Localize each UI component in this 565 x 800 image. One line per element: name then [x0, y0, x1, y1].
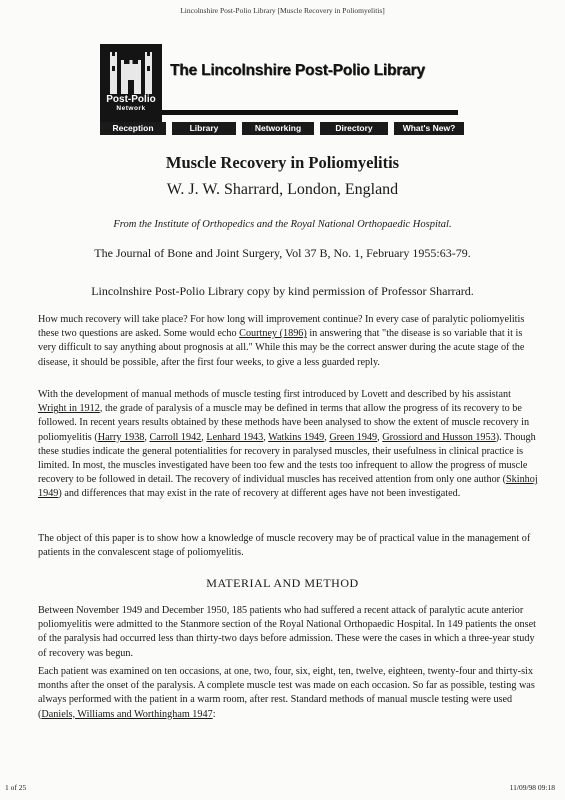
logo-text-post-polio: Post-Polio — [106, 94, 156, 105]
browser-window-title: Lincolnshire Post-Polio Library [Muscle Recovery in Poliomyelitis] — [180, 6, 385, 15]
section-heading: MATERIAL AND METHOD — [206, 576, 359, 590]
nav-library-button[interactable]: Library — [172, 122, 236, 135]
paragraph-material: Between November 1949 and December 1950, 185 patients who had suffered a recent attack of paralytic acute anterior poliomyelitis were admitted to the Stanmore section of the Royal National Orthopaedic Hospital. In 149 patients the onset of the paralysis had occurred less than thirty-two days before admission. These were the cases in which a three-year study of recovery was begun. — [38, 605, 536, 659]
paragraph-method: Each patient was examined on ten occasions, at one, two, four, six, eight, ten, twelve, eighteen, twenty-four and thirty-six months after the onset of the paralysis. A complete muscle test was made on each occasion. So far as possible, testing was always performed with the patient in a warm room, after rest. Standard methods of manual muscle testing were used (Daniels, Williams and Worthingham 1947: — [38, 666, 535, 720]
article-affiliation: From the Institute of Orthopedics and the Royal National Orthopaedic Hospital. — [113, 219, 452, 230]
print-timestamp: 11/09/98 09:18 — [509, 783, 555, 792]
nav-networking-button[interactable]: Networking — [242, 122, 314, 135]
page-number: 1 of 25 — [5, 783, 27, 792]
logo-text-network: Network — [116, 105, 146, 112]
site-header-banner — [100, 44, 460, 144]
main-nav — [100, 122, 464, 135]
nav-reception-button[interactable]: Reception — [100, 122, 166, 135]
library-title: The Lincolnshire Post-Polio Library — [170, 62, 425, 79]
permission-note: Lincolnshire Post-Polio Library copy by kind permission of Professor Sharrard. — [91, 284, 474, 298]
reference-link[interactable]: Grossiord and Husson 1953 — [382, 431, 496, 443]
castle-icon — [108, 50, 154, 94]
paragraph-objective: The object of this paper is to show how a knowledge of muscle recovery may be of practical value in the management of patients in the convalescent stage of poliomyelitis. — [38, 533, 531, 559]
header-divider — [162, 110, 458, 115]
paragraph-intro: How much recovery will take place? For how long will improvement continue? In every case of paralytic poliomyelitis these two questions are asked. Some would echo Courtney (1896) in answering that "the disease is so variable that it is very difficult to say anything about prognosis at all." While this may be the correct answer during the acute stage of the disease, it should be possible, after the first four weeks, to give a less guarded reply. — [38, 314, 525, 368]
reference-link[interactable]: Courtney (1896) — [239, 328, 307, 340]
reference-link[interactable]: Harry 1938 — [97, 431, 145, 443]
reference-link[interactable]: Green 1949 — [329, 431, 378, 443]
reference-link[interactable]: Wright in 1912 — [38, 403, 100, 415]
reference-link[interactable]: Daniels, Williams and Worthingham 1947 — [41, 708, 213, 720]
reference-link[interactable]: Watkins 1949 — [268, 431, 325, 443]
article-author: W. J. W. Sharrard, London, England — [166, 181, 399, 198]
nav-directory-button[interactable]: Directory — [320, 122, 388, 135]
nav-whats-new-button[interactable]: What's New? — [394, 122, 464, 135]
reference-link[interactable]: Carroll 1942 — [149, 431, 202, 443]
article-title: Muscle Recovery in Poliomyelitis — [165, 153, 400, 172]
reference-link[interactable]: Skinhoj 1949 — [38, 474, 538, 500]
reference-link[interactable]: Lenhard 1943 — [206, 431, 264, 443]
paragraph-background: With the development of manual methods of muscle testing first introduced by Lovett and described by his assistant Wright in 1912, the grade of paralysis of a muscle may be defined in terms that allow the progress of its recovery to be followed. In recent years results obtained by these methods have been analysed to show the extent of muscle recovery in poliomyelitis (Harry 1938, Carroll 1942, Lenhard 1943, Watkins 1949, Green 1949, Grossiord and Husson 1953). Though these studies indicate the general potentialities for recovery in paralysed muscles, their usefulness in clinical practice is limited. In most, the muscles investigated have been too few and the tests too infrequent to allow the progress of muscle recovery to be followed in detail. The recovery of individual muscles has received attention from only one author (Skinhoj 1949) and differences that may exist in the rate of recovery at different ages have not been investigated. — [38, 389, 538, 500]
post-polio-network-logo[interactable] — [100, 44, 162, 122]
journal-citation: The Journal of Bone and Joint Surgery, Vol 37 B, No. 1, February 1955:63-79. — [94, 246, 471, 260]
